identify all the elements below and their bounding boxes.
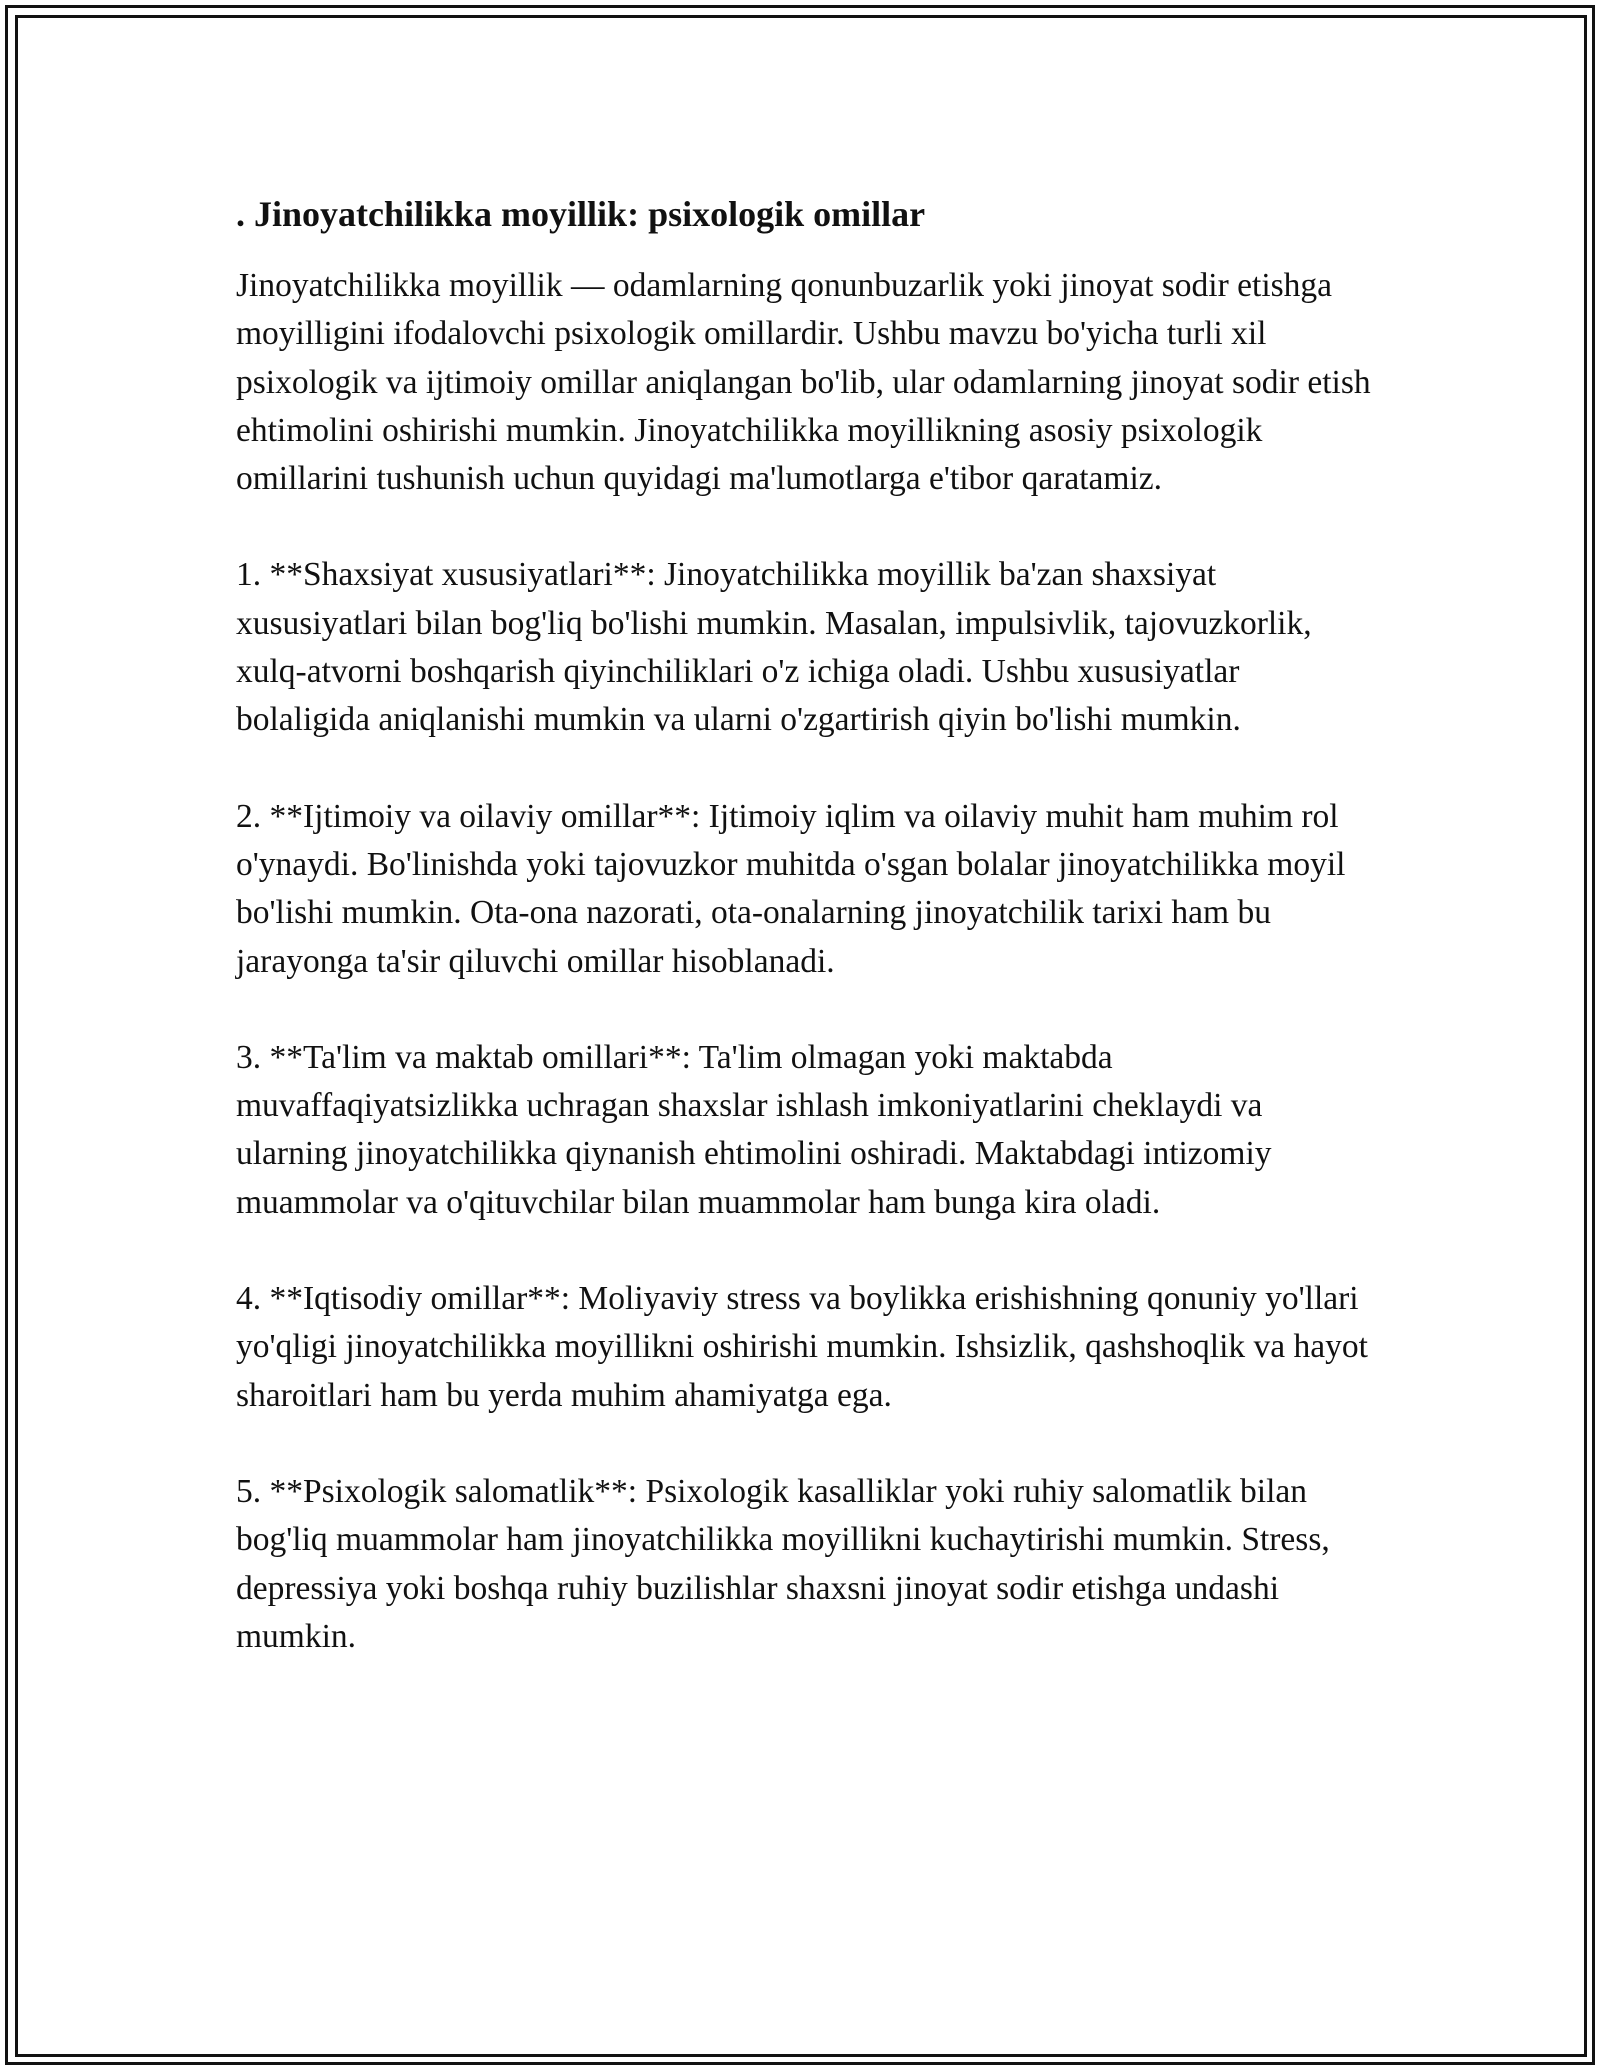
document-body bbox=[236, 190, 1376, 1709]
document-title: . Jinoyatchilikka moyillik: psixologik omillar bbox=[236, 194, 926, 234]
list-item-economic-factors: 4. **Iqtisodiy omillar**: Moliyaviy stress va boylikka erishishning qonuniy yo'llari yo'qligi jinoyatchilikka moyillikni oshirishi mumkin. Ishsizlik, qashshoqlik va hayot sharoitlari ham bu yerda muhim ahamiyatga ega. bbox=[236, 1280, 1368, 1414]
intro-paragraph: Jinoyatchilikka moyillik — odamlarning qonunbuzarlik yoki jinoyat sodir etishga moyilligini ifodalovchi psixologik omillardir. Ushbu mavzu bo'yicha turli xil psixologik va ijtimoiy omillar aniqlangan bo'lib, ular odamlarning jinoyat sodir etish ehtimolini oshirishi mumkin. Jinoyatchilikka moyillikning asosiy psixologik omillarini tushunish uchun quyidagi ma'lumotlarga e'tibor qaratamiz. bbox=[236, 267, 1371, 498]
list-item-social-family-factors: 2. **Ijtimoiy va oilaviy omillar**: Ijtimoiy iqlim va oilaviy muhit ham muhim rol o'ynaydi. Bo'linishda yoki tajovuzkor muhitda o'sgan bolalar jinoyatchilikka moyil bo'lishi mumkin. Ota-ona nazorati, ota-onalarning jinoyatchilik tarixi ham bu jarayonga ta'sir qiluvchi omillar hisoblanadi. bbox=[236, 797, 1346, 980]
list-item-personality-traits: 1. **Shaxsiyat xususiyatlari**: Jinoyatchilikka moyillik ba'zan shaxsiyat xususiyatlari bilan bog'liq bo'lishi mumkin. Masalan, impulsivlik, tajovuzkorlik, xulq-atvorni boshqarish qiyinchiliklari o'z ichiga oladi. Ushbu xususiyatlar bolaligida aniqlanishi mumkin va ularni o'zgartirish qiyin bo'lishi mumkin. bbox=[236, 556, 1312, 739]
list-item-education-school-factors: 3. **Ta'lim va maktab omillari**: Ta'lim olmagan yoki maktabda muvaffaqiyatsizlikka uchragan shaxslar ishlash imkoniyatlarini cheklaydi va ularning jinoyatchilikka qiynanish ehtimolini oshiradi. Maktabdagi intizomiy muammolar va o'qituvchilar bilan muammolar ham bunga kira oladi. bbox=[236, 1038, 1272, 1221]
list-item-psychological-health: 5. **Psixologik salomatlik**: Psixologik kasalliklar yoki ruhiy salomatlik bilan bog'liq muammolar ham jinoyatchilikka moyillikni kuchaytirishi mumkin. Stress, depressiya yoki boshqa ruhiy buzilishlar shaxsni jinoyat sodir etishga undashi mumkin. bbox=[236, 1472, 1330, 1655]
